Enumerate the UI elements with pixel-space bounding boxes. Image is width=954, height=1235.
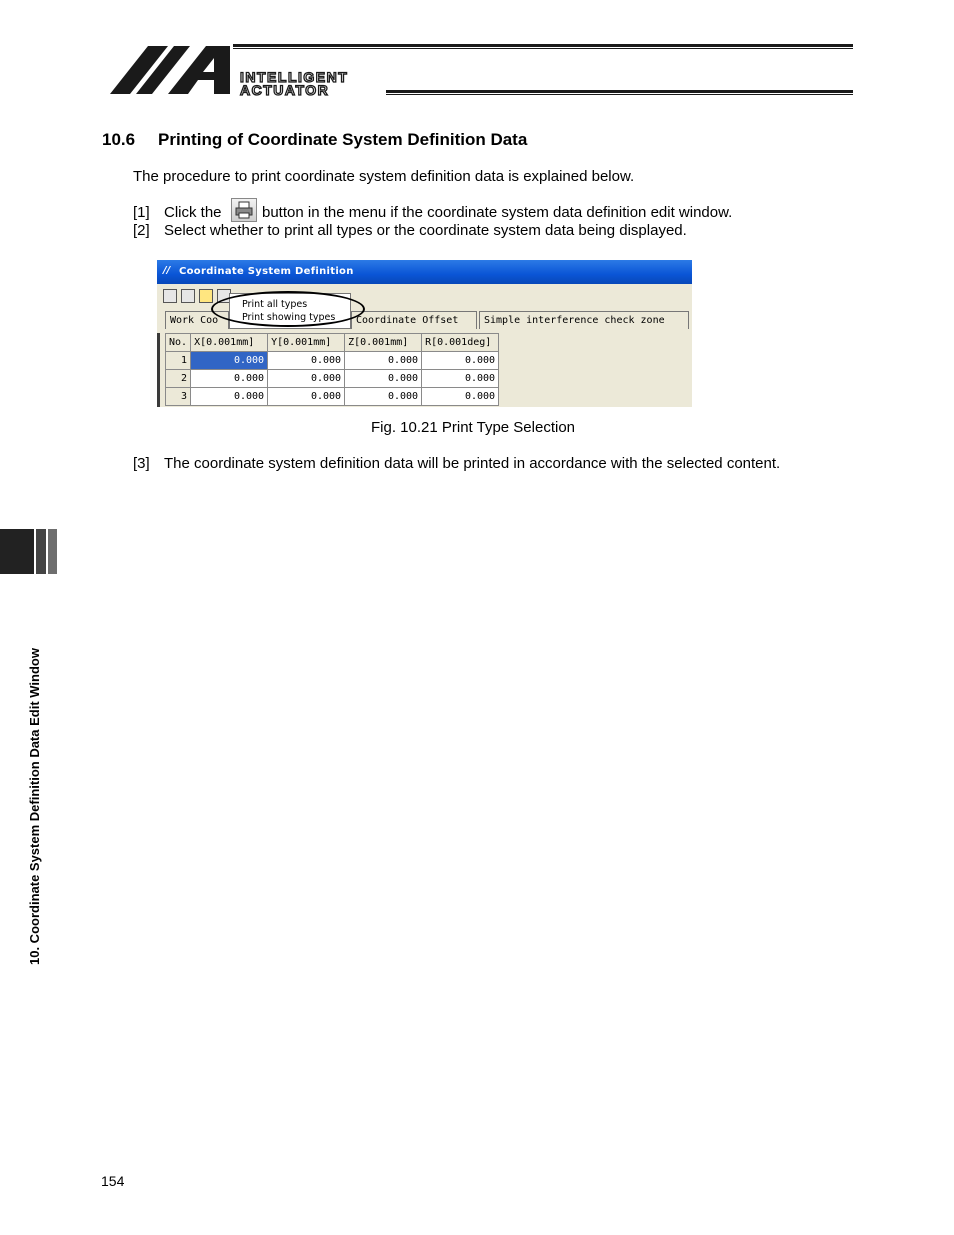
step-1-text-pre: Click the [164, 204, 222, 221]
app-logo-icon: // [163, 265, 171, 276]
header-rule-bottom [386, 90, 853, 93]
tab-work-coordinate[interactable]: Work Coo [165, 311, 229, 329]
table-row [166, 352, 499, 370]
highlight-ellipse [211, 291, 365, 327]
table-cell[interactable]: 0.000 [191, 388, 268, 406]
window-titlebar [157, 260, 692, 284]
table-cell[interactable]: 0.000 [422, 352, 499, 370]
column-header: X[0.001mm] [191, 334, 268, 352]
row-number: 1 [166, 352, 191, 370]
chapter-tab-block [0, 529, 34, 574]
page-number: 154 [101, 1173, 125, 1189]
column-header: Y[0.001mm] [268, 334, 345, 352]
header-rule-top [233, 44, 853, 47]
column-header: R[0.001deg] [422, 334, 499, 352]
table-cell[interactable]: 0.000 [268, 370, 345, 388]
table-cell[interactable]: 0.000 [422, 388, 499, 406]
table-row [166, 388, 499, 406]
table-row [166, 370, 499, 388]
lightning-icon[interactable] [199, 289, 213, 303]
chapter-side-label: 10. Coordinate System Definition Data Edit Window [27, 648, 42, 965]
window-title: Coordinate System Definition [179, 266, 354, 277]
step-1-text-post: button in the menu if the coordinate system data definition edit window. [262, 204, 733, 221]
header-rule-top-thin [233, 48, 853, 49]
table-cell[interactable]: 0.000 [345, 388, 422, 406]
table-cell[interactable]: 0.000 [191, 370, 268, 388]
table-cell[interactable]: 0.000 [422, 370, 499, 388]
table-cell-selected[interactable]: 0.000 [191, 352, 268, 370]
table-cell[interactable]: 0.000 [345, 352, 422, 370]
table-cell[interactable]: 0.000 [345, 370, 422, 388]
save-icon[interactable] [163, 289, 177, 303]
section-number: 10.6 [102, 130, 136, 149]
menu-item-print-showing-types[interactable]: Print showing types [242, 312, 336, 323]
table-cell[interactable]: 0.000 [268, 388, 345, 406]
table-cell[interactable]: 0.000 [268, 352, 345, 370]
tab-coordinate-offset[interactable]: Coordinate Offset [351, 311, 477, 329]
row-number: 3 [166, 388, 191, 406]
intro-text: The procedure to print coordinate system definition data is explained below. [133, 168, 635, 185]
header-rule-bottom-thin [386, 94, 853, 95]
chapter-tab-stripe-light [48, 529, 57, 574]
section-title: Printing of Coordinate System Definition Data [158, 130, 528, 149]
step-3-text: The coordinate system definition data will be printed in accordance with the selected content. [164, 455, 781, 472]
grid-left-border [157, 333, 160, 407]
tab-simple-interference-check-zone[interactable]: Simple interference check zone [479, 311, 689, 329]
print-type-screenshot [157, 260, 692, 407]
intelligent-actuator-logo [110, 44, 232, 96]
step-3-number: [3] [133, 455, 150, 472]
grid-icon[interactable] [181, 289, 195, 303]
printer-icon [231, 198, 257, 222]
step-1-number: [1] [133, 204, 150, 221]
coordinate-table [165, 333, 499, 406]
row-number: 2 [166, 370, 191, 388]
logo-word-actuator: ACTUATOR [240, 82, 330, 98]
table-header-row [166, 334, 499, 352]
step-2-number: [2] [133, 222, 150, 239]
chapter-tab-stripe [36, 529, 46, 574]
column-header: No. [166, 334, 191, 352]
figure-caption: Fig. 10.21 Print Type Selection [371, 419, 576, 436]
logo-word-intelligent: INTELLIGENT [240, 69, 349, 85]
step-2-text: Select whether to print all types or the coordinate system data being displayed. [164, 222, 687, 239]
column-header: Z[0.001mm] [345, 334, 422, 352]
menu-item-print-all-types[interactable]: Print all types [242, 299, 308, 310]
